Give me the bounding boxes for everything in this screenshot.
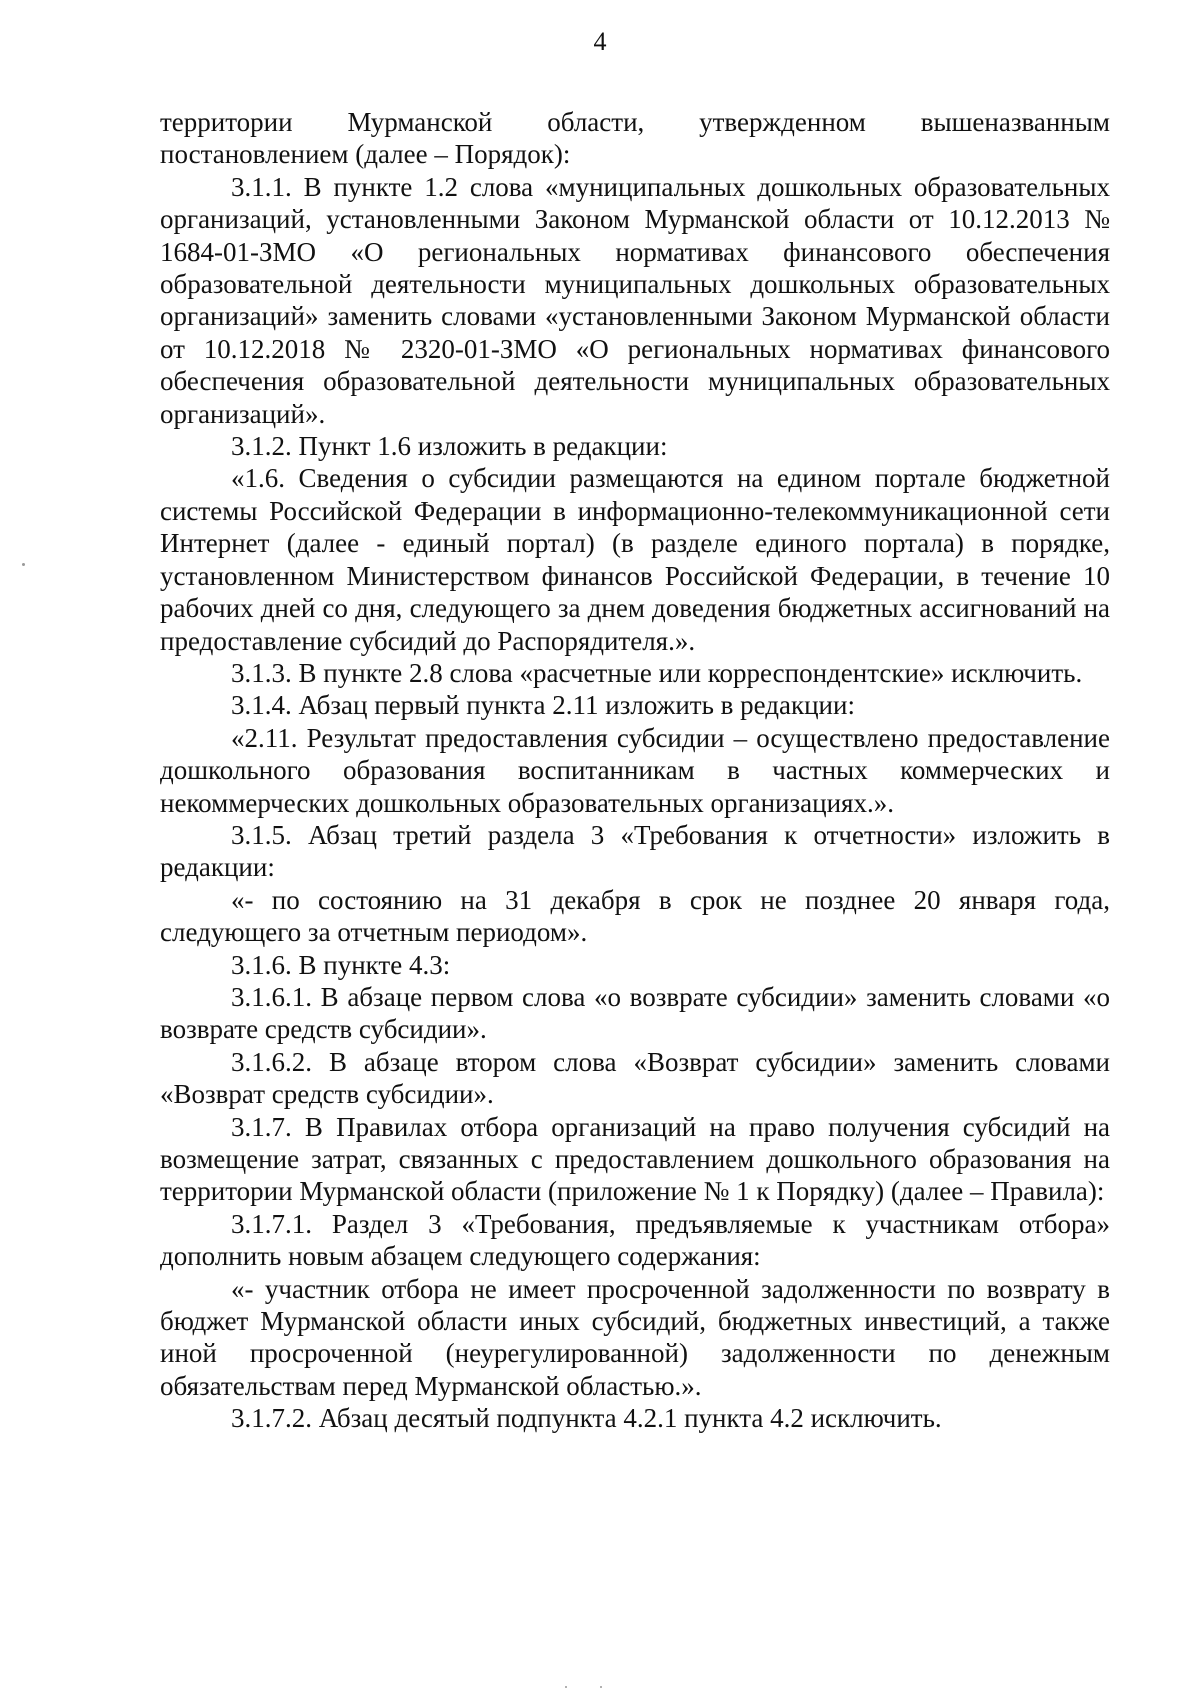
scan-speck bbox=[22, 563, 25, 566]
paragraph-3-1-1: 3.1.1. В пункте 1.2 слова «муниципальных дошкольных образовательных организаций, установленными Законом Мурманской области от 10.12.2013 № 1684-01-ЗМО «О региональных нормативах финансового обеспечения образовательной деятельности муниципальных дошкольных образовательных организаций» заменить словами «установленными Законом Мурманской области от 10.12.2018 № 2320-01-ЗМО «О региональных нормативах финансового обеспечения образовательной деятельности муниципальных образовательных организаций». bbox=[160, 171, 1110, 429]
page-number: 4 bbox=[593, 27, 607, 56]
paragraph-3-1-7-2: 3.1.7.2. Абзац десятый подпункта 4.2.1 пункта 4.2 исключить. bbox=[231, 1403, 942, 1434]
paragraph-continuation: территории Мурманской области, утвержденном вышеназванным постановлением (далее – Порядок): bbox=[160, 107, 1110, 170]
paragraph-new-requirement: «- участник отбора не имеет просроченной задолженности по возврату в бюджет Мурманской области иных субсидий, бюджетных инвестиций, а также иной просроченной (неурегулированной) задолженности по денежным обязательствам перед Мурманской областью.». bbox=[160, 1273, 1110, 1401]
paragraph-3-1-3: 3.1.3. В пункте 2.8 слова «расчетные или корреспондентские» исключить. bbox=[231, 657, 1083, 688]
paragraph-3-1-7: 3.1.7. В Правилах отбора организаций на право получения субсидий на возмещение затрат, связанных с предоставлением дошкольного образования на территории Мурманской области (приложение № 1 к Порядку) (далее – Правила): bbox=[160, 1111, 1110, 1207]
paragraph-3-1-4: 3.1.4. Абзац первый пункта 2.11 изложить в редакции: bbox=[231, 690, 855, 721]
paragraph-3-1-7-1: 3.1.7.1. Раздел 3 «Требования, предъявляемые к участникам отбора» дополнить новым абзацем следующего содержания: bbox=[160, 1208, 1110, 1272]
paragraph-3-1-6-1: 3.1.6.1. В абзаце первом слова «о возврате субсидии» заменить словами «о возврате средств субсидии». bbox=[160, 981, 1110, 1045]
paragraph-3-1-2: 3.1.2. Пункт 1.6 изложить в редакции: bbox=[231, 431, 668, 462]
scan-speck bbox=[565, 1686, 567, 1688]
document-body bbox=[160, 106, 1110, 1435]
paragraph-1-6-text: «1.6. Сведения о субсидии размещаются на едином портале бюджетной системы Российской Федерации в информационно-телекоммуникационной сети Интернет (далее - единый портал) (в разделе единого портала) в порядке, установленном Министерством финансов Российской Федерации, в течение 10 рабочих дней со дня, следующего за днем доведения бюджетных ассигнований на предоставление субсидий до Распорядителя.». bbox=[160, 463, 1110, 656]
paragraph-2-11-text: «2.11. Результат предоставления субсидии – осуществлено предоставление дошкольного образования воспитанникам в частных коммерческих и некоммерческих дошкольных образовательных организациях.». bbox=[160, 722, 1110, 818]
paragraph-3-1-6: 3.1.6. В пункте 4.3: bbox=[231, 949, 451, 980]
paragraph-reporting-text: «- по состоянию на 31 декабря в срок не позднее 20 января года, следующего за отчетным периодом». bbox=[160, 884, 1110, 948]
paragraph-3-1-5: 3.1.5. Абзац третий раздела 3 «Требования к отчетности» изложить в редакции: bbox=[160, 819, 1110, 883]
scan-speck bbox=[600, 1686, 602, 1688]
paragraph-3-1-6-2: 3.1.6.2. В абзаце втором слова «Возврат субсидии» заменить словами «Возврат средств субсидии». bbox=[160, 1046, 1110, 1110]
